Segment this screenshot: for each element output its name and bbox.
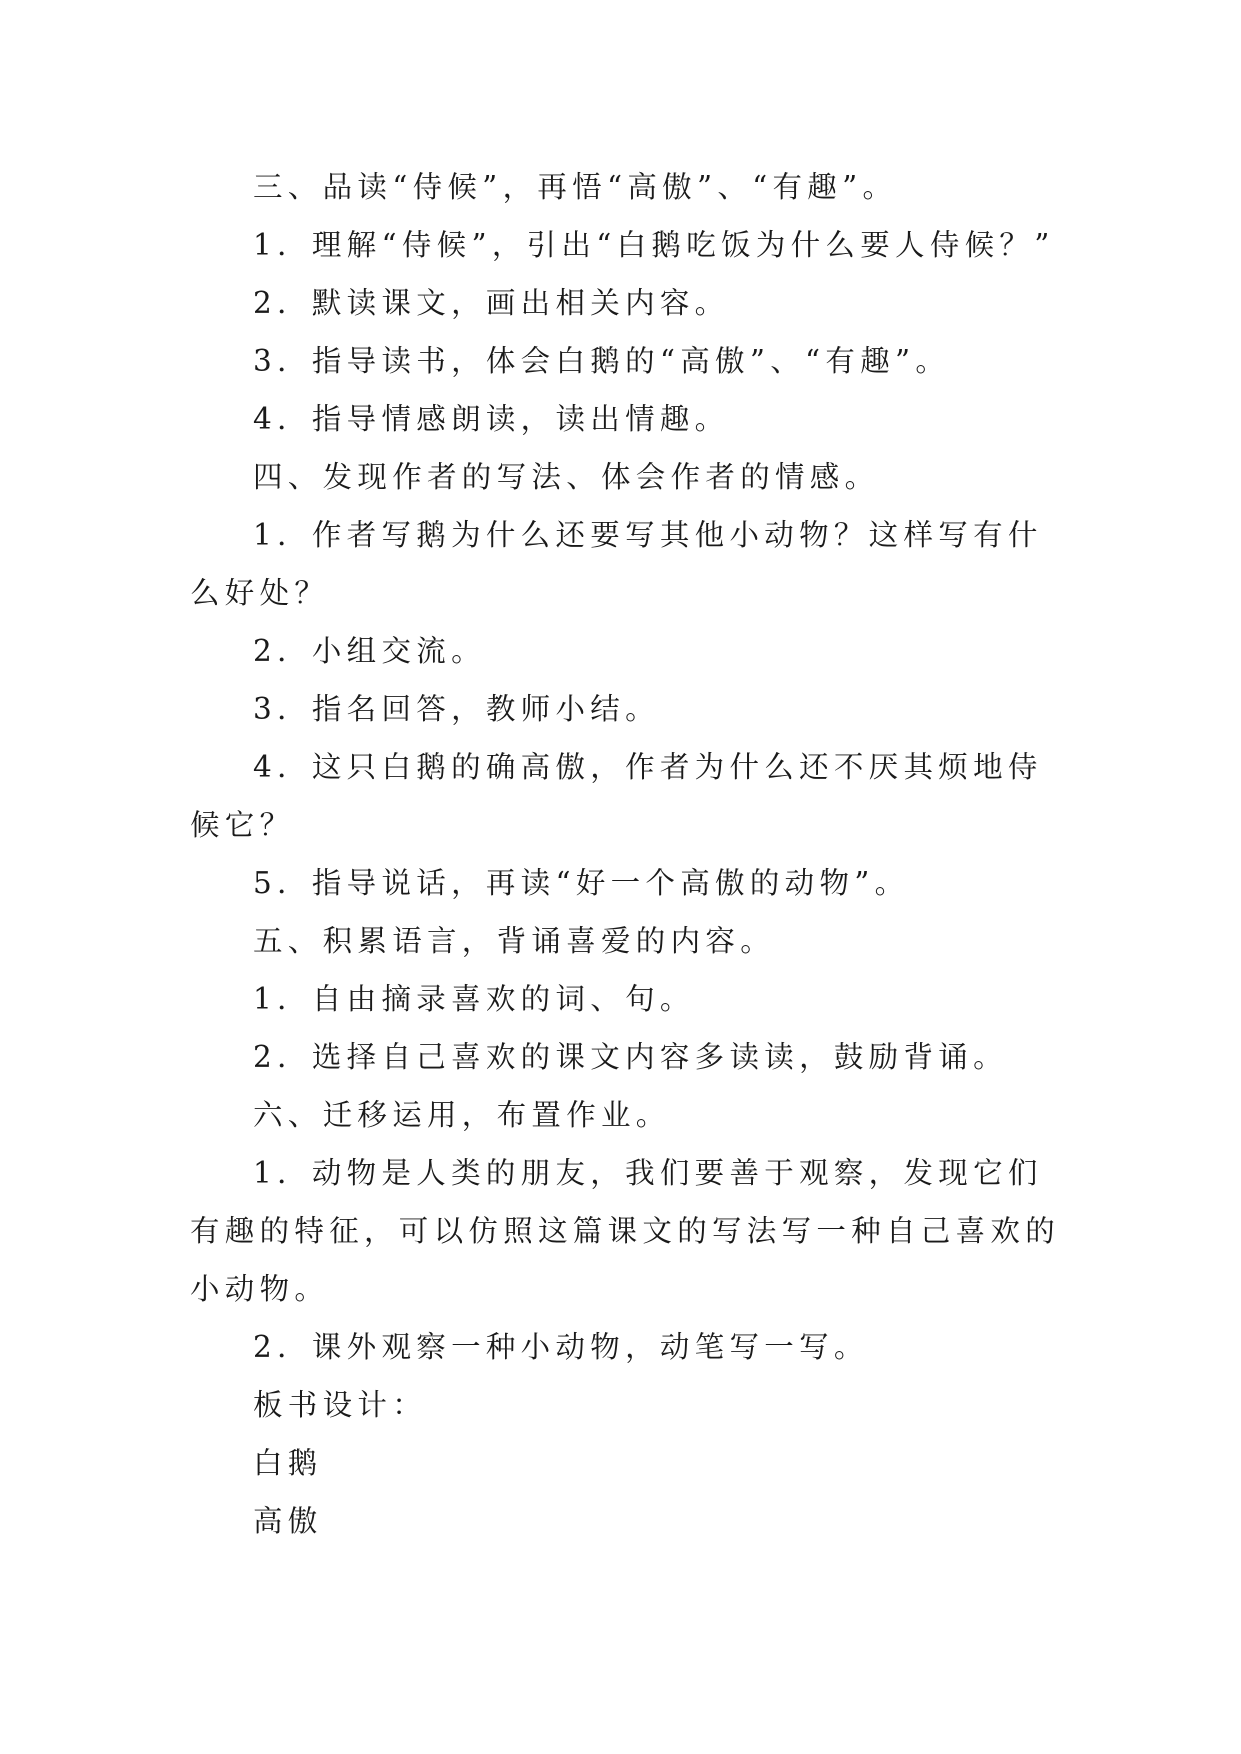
paragraph: 1．理解“侍候”，引出“白鹅吃饭为什么要人侍候？” bbox=[253, 228, 1055, 262]
section-heading-5: 五、积累语言，背诵喜爱的内容。 bbox=[253, 924, 776, 958]
paragraph: 3．指导读书，体会白鹅的“高傲”、“有趣”。 bbox=[253, 344, 951, 378]
paragraph: 1．动物是人类的朋友，我们要善于观察，发现它们有趣的特征，可以仿照这篇课文的写法写一种自己喜欢的小动物。 bbox=[190, 1156, 1061, 1306]
section-heading-4: 四、发现作者的写法、体会作者的情感。 bbox=[253, 460, 880, 494]
paragraph: 2．选择自己喜欢的课文内容多读读，鼓励背诵。 bbox=[253, 1040, 1008, 1074]
paragraph: 1．作者写鹅为什么还要写其他小动物？这样写有什么好处？ bbox=[190, 518, 1043, 610]
board-design-title: 白鹅 bbox=[253, 1446, 323, 1480]
board-design-item: 高傲 bbox=[253, 1504, 323, 1538]
section-heading-3: 三、品读“侍候”，再悟“高傲”、“有趣”。 bbox=[253, 170, 898, 204]
paragraph: 3．指名回答，教师小结。 bbox=[253, 692, 660, 726]
board-design-label: 板书设计： bbox=[253, 1388, 428, 1422]
paragraph: 2．课外观察一种小动物，动笔写一写。 bbox=[253, 1330, 869, 1364]
paragraph: 1．自由摘录喜欢的词、句。 bbox=[253, 982, 695, 1016]
section-heading-6: 六、迁移运用，布置作业。 bbox=[253, 1098, 671, 1132]
paragraph: 4．指导情感朗读，读出情趣。 bbox=[253, 402, 730, 436]
paragraph: 2．默读课文，画出相关内容。 bbox=[253, 286, 730, 320]
paragraph: 2．小组交流。 bbox=[253, 634, 486, 668]
paragraph: 4．这只白鹅的确高傲，作者为什么还不厌其烦地侍候它？ bbox=[190, 750, 1043, 842]
paragraph: 5．指导说话，再读“好一个高傲的动物”。 bbox=[253, 866, 910, 900]
document-body bbox=[190, 158, 1070, 1550]
